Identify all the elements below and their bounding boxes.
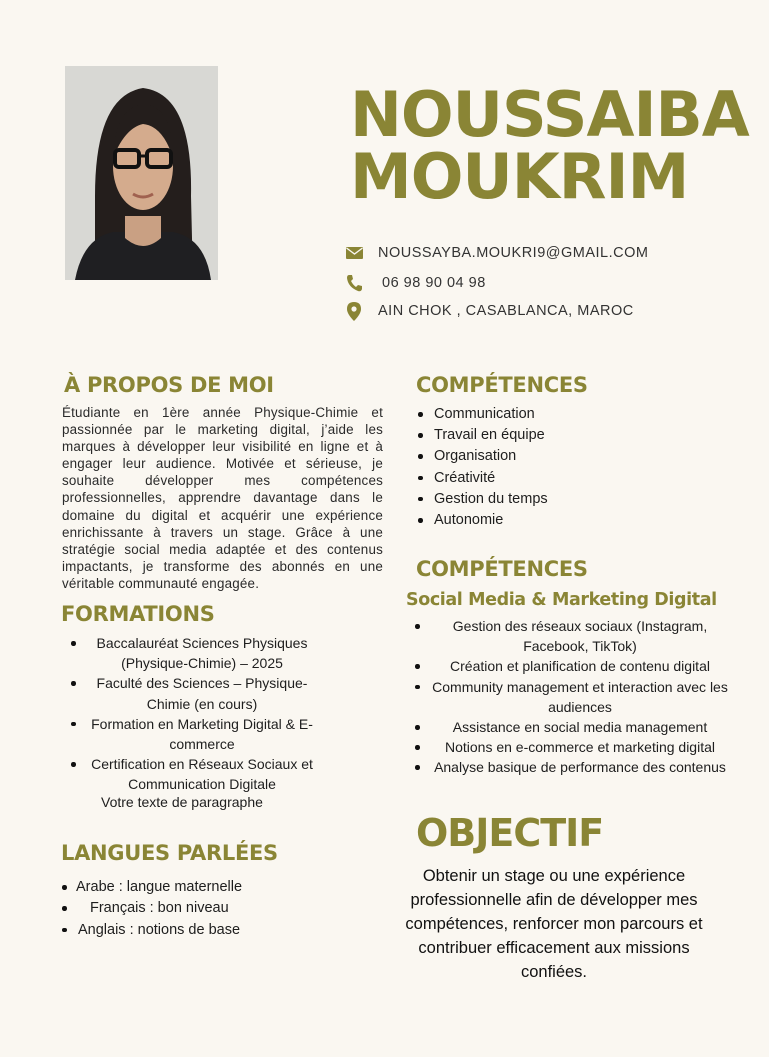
digital-skills-list: [410, 616, 730, 778]
list-item: Certification en Réseaux Sociaux et Communication Digitale: [60, 754, 322, 794]
list-item: Travail en équipe: [417, 425, 548, 446]
list-item: Formation en Marketing Digital & E-commerce: [60, 714, 322, 754]
placeholder-paragraph: Votre texte de paragraphe: [101, 794, 263, 810]
languages-title: LANGUES PARLÉES: [61, 841, 278, 865]
about-text: Étudiante en 1ère année Physique-Chimie et passionnée par le marketing digital, j’aide les marques à développer leur visibilité en ligne et à engager leur audience. Motivée et sérieuse, je souhaite développer mes compétences professionnelles, apprendre davantage dans le domaine du digital et acquérir une expérience enrichissante à travers un stage. Grâce à une stratégie social media adaptée et des contenus impactants, je transforme des abonnés en une véritable communauté engagée.: [62, 405, 383, 591]
email-text: NOUSSAYBA.MOUKRI9@GMAIL.COM: [378, 245, 649, 261]
address-text: AIN CHOK , CASABLANCA, MAROC: [378, 303, 634, 319]
skills-list: [417, 404, 548, 531]
list-item: Français : bon niveau: [60, 898, 242, 919]
digital-skills-subtitle: Social Media & Marketing Digital: [406, 590, 717, 610]
list-item: Community management et interaction avec les audiences: [410, 677, 730, 717]
formations-title: FORMATIONS: [61, 602, 215, 626]
full-name: [350, 78, 760, 213]
list-item: Analyse basique de performance des contenus: [410, 757, 730, 777]
phone-text: 06 98 90 04 98: [382, 275, 486, 291]
list-item: Autonomie: [417, 510, 548, 531]
objective-title: OBJECTIF: [416, 811, 604, 855]
formations-list: [60, 633, 322, 795]
first-name: NOUSSAIBA: [350, 78, 749, 151]
list-item: Gestion des réseaux sociaux (Instagram, Facebook, TikTok): [410, 616, 730, 656]
list-item: Communication: [417, 404, 548, 425]
location-pin-icon: [344, 301, 364, 321]
list-item: Baccalauréat Sciences Physiques (Physique-Chimie) – 2025: [60, 633, 322, 673]
objective-text: Obtenir un stage ou une expérience professionnelle afin de développer mes compétences, renforcer mon parcours et contribuer efficacement aux missions confiées.: [405, 867, 703, 982]
list-item: Arabe : langue maternelle: [60, 877, 242, 898]
list-item: Organisation: [417, 446, 548, 467]
list-item: Création et planification de contenu digital: [410, 656, 730, 676]
portrait-illustration: [65, 66, 218, 280]
phone-icon: [344, 273, 364, 293]
last-name: MOUKRIM: [350, 140, 689, 213]
list-item: Faculté des Sciences – Physique-Chimie (en cours): [60, 673, 322, 713]
list-item: Assistance en social media management: [410, 717, 730, 737]
contact-address: [344, 300, 634, 322]
list-item: Notions en e-commerce et marketing digital: [410, 737, 730, 757]
list-item: Gestion du temps: [417, 489, 548, 510]
skills-title: COMPÉTENCES: [416, 373, 588, 397]
list-item: Créativité: [417, 468, 548, 489]
contact-phone: [344, 272, 486, 294]
profile-photo: [65, 66, 218, 280]
list-item: Anglais : notions de base: [60, 920, 242, 941]
languages-list: [60, 877, 242, 941]
about-title: À PROPOS DE MOI: [64, 373, 274, 397]
contact-email: [344, 242, 648, 264]
digital-skills-title: COMPÉTENCES: [416, 557, 588, 581]
envelope-icon: [344, 243, 364, 263]
